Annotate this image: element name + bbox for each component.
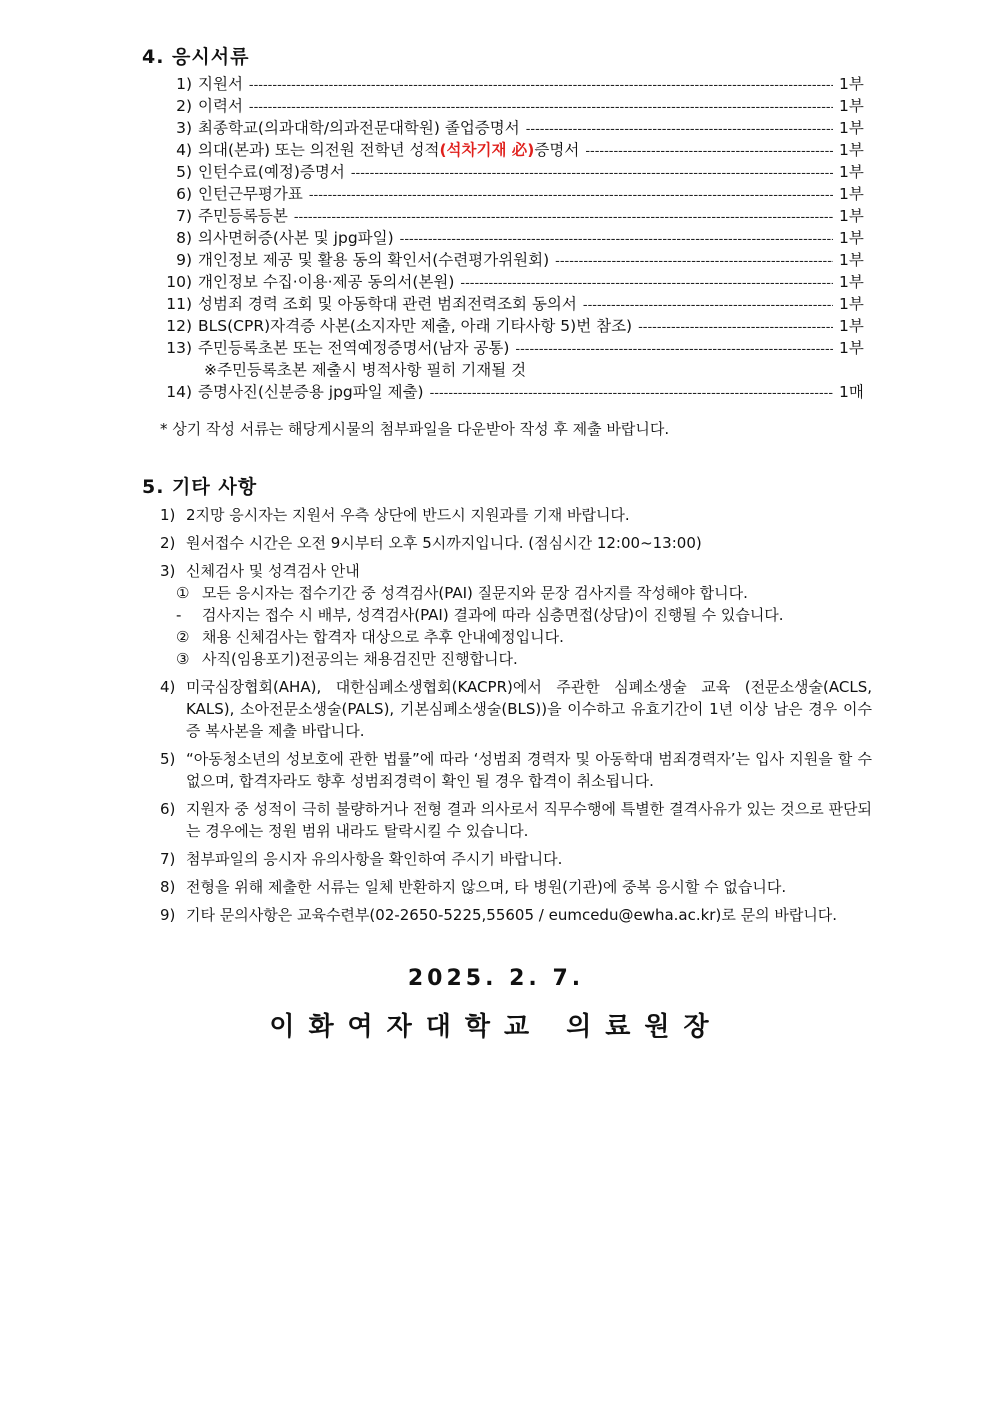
leader-dots [555,254,833,269]
item-text: 원서접수 시간은 오전 9시부터 오후 5시까지입니다. (점심시간 12:00~13:00) [186,534,702,552]
document-number: 11) [166,295,192,313]
document-number: 14) [166,383,192,401]
sub-item-text: 채용 신체검사는 합격자 대상으로 추후 안내예정입니다. [202,628,564,646]
document-row [160,314,865,336]
document-number: 9) [176,251,192,269]
document-label: BLS(CPR)자격증 사본(소지자만 제출, 아래 기타사항 5)번 참조) [198,317,633,335]
sub-item-text: 모든 응시자는 접수기간 중 성격검사(PAI) 질문지와 문장 검사지를 작성해야 합니다. [202,584,748,602]
item-number: 9) [160,906,176,924]
leader-dots [638,320,833,335]
document-number: 6) [176,185,192,203]
document-label [198,138,579,160]
document-row [160,270,865,292]
list-item [160,560,872,582]
item-text: 기타 문의사항은 교육수련부(02-2650-5225,55605 / eumcedu@ewha.ac.kr)로 문의 바랍니다. [186,906,838,924]
issue-date: 2025. 2. 7. [407,966,585,991]
document-number: 8) [176,229,192,247]
document-label: 인턴근무평가표 [198,185,303,203]
list-item [160,848,872,870]
document-row [160,248,865,270]
item-number: 7) [160,850,176,868]
rank-required-highlight: (석차기재 必) [439,141,535,159]
document-number: 1) [176,75,192,93]
document-quantity: 1부 [839,207,864,225]
leader-dots [309,188,833,203]
item-number: 8) [160,878,176,896]
item-text: 미국심장협회(AHA), 대한심폐소생협회(KACPR)에서 주관한 심폐소생술 교육 (전문소생술(ACLS, KALS), 소아전문소생술(PALS), 기본심폐소생술(BLS))을 이수하고 유효기간이 1년 이상 남은 경우 이수증 복사본을 제출 바랍니다. [186,678,872,740]
list-item [160,504,872,526]
item-number: 5) [160,750,176,768]
item-text: 전형을 위해 제출한 서류는 일체 반환하지 않으며, 타 병원(기관)에 중복 응시할 수 없습니다. [186,878,787,896]
document-label: 개인정보 수집·이용·제공 동의서(본원) [198,273,455,291]
section-5-title: 5. 기타 사항 [142,476,258,498]
document-number: 13) [166,339,192,357]
section-4-title: 4. 응시서류 [142,46,250,68]
documents-footnote: * 상기 작성 서류는 해당게시물의 첨부파일을 다운받아 작성 후 제출 바랍니다. [160,420,670,438]
list-item [160,876,872,898]
item-number: 4) [160,678,176,696]
document-quantity: 1부 [839,163,864,181]
document-row [160,182,865,204]
list-item [160,798,872,842]
item-number: 3) [160,562,176,580]
leader-dots [460,276,833,291]
item-number: 1) [160,506,176,524]
sub-item [160,626,872,648]
document-number: 3) [176,119,192,137]
document-label: 의사면허증(사본 및 jpg파일) [198,229,394,247]
document-row [160,138,865,160]
item-text: 신체검사 및 성격검사 안내 [186,562,360,580]
leader-dots [430,386,833,401]
leader-dots [249,78,833,93]
sub-item-text: 사직(임용포기)전공의는 채용검진만 진행합니다. [202,650,518,668]
document-label: 주민등록등본 [198,207,288,225]
item-text: 첨부파일의 응시자 유의사항을 확인하여 주시기 바랍니다. [186,850,563,868]
list-item [160,532,872,554]
document-row [160,292,865,314]
document-row [160,380,865,402]
document-row [160,226,865,248]
document-quantity: 1부 [839,119,864,137]
sub-item-text: 검사지는 접수 시 배부, 성격검사(PAI) 결과에 따라 심층면접(상담)이 진행될 수 있습니다. [202,606,784,624]
document-number: 5) [176,163,192,181]
item-text: 2지망 응시자는 지원서 우측 상단에 반드시 지원과를 기재 바랍니다. [186,506,630,524]
document-row [160,72,865,94]
leader-dots [515,342,833,357]
document-quantity: 1부 [839,141,864,159]
document-label: 지원서 [198,75,243,93]
sub-item-mark: ① [176,584,190,602]
document-label: 이력서 [198,97,243,115]
document-number: 7) [176,207,192,225]
issuer-signature: 이화여자대학교 의료원장 [269,1012,723,1042]
document-label: 증명사진(신분증용 jpg파일 제출) [198,383,424,401]
document-quantity: 1부 [839,75,864,93]
item-text: “아동청소년의 성보호에 관한 법률”에 따라 ‘성범죄 경력자 및 아동학대 범죄경력자’는 입사 지원을 할 수 없으며, 합격자라도 향후 성범죄경력이 확인 될 경우 합격이 취소됩니다. [186,750,872,790]
leader-dots [294,210,833,225]
document-label: 인턴수료(예정)증명서 [198,163,345,181]
document-quantity: 1매 [839,383,864,401]
list-item [160,676,872,742]
document-quantity: 1부 [839,185,864,203]
item-text: 지원자 중 성적이 극히 불량하거나 전형 결과 의사로서 직무수행에 특별한 결격사유가 있는 것으로 판단되는 경우에는 정원 범위 내라도 탈락시킬 수 있습니다. [186,800,872,840]
required-documents-list [160,72,865,402]
sub-item-mark: ② [176,628,190,646]
document-quantity: 1부 [839,317,864,335]
document-number: 4) [176,141,192,159]
leader-dots [249,100,833,115]
document-label: 개인정보 제공 및 활용 동의 확인서(수련평가위원회) [198,251,550,269]
document-label: 성범죄 경력 조회 및 아동학대 관련 범죄전력조회 동의서 [198,295,577,313]
document-label-text: 의대(본과) 또는 의전원 전학년 성적 [198,141,440,159]
sub-item [160,582,872,604]
leader-dots [526,122,833,137]
document-row [160,336,865,358]
item-number: 2) [160,534,176,552]
sub-item [160,604,872,626]
document-row [160,204,865,226]
document-quantity: 1부 [839,295,864,313]
document-13-note: ※주민등록초본 제출시 병적사항 필히 기재될 것 [204,361,527,379]
document-row [160,116,865,138]
document-label-text: 증명서 [534,141,580,159]
leader-dots [351,166,833,181]
document-quantity: 1부 [839,339,864,357]
leader-dots [585,144,833,159]
document-number: 10) [166,273,192,291]
sub-item-mark: - [176,606,182,624]
list-item [160,748,872,792]
leader-dots [583,298,833,313]
document-label: 최종학교(의과대학/의과전문대학원) 졸업증명서 [198,119,520,137]
document-number: 12) [166,317,192,335]
document-row [160,160,865,182]
document-quantity: 1부 [839,97,864,115]
leader-dots [400,232,833,247]
list-item [160,904,872,926]
document-quantity: 1부 [839,229,864,247]
document-quantity: 1부 [839,251,864,269]
sub-item [160,648,872,670]
other-matters-list [160,504,872,926]
document-label: 주민등록초본 또는 전역예정증명서(남자 공통) [198,339,510,357]
document-quantity: 1부 [839,273,864,291]
document-number: 2) [176,97,192,115]
item-number: 6) [160,800,176,818]
document-row [160,94,865,116]
sub-item-mark: ③ [176,650,190,668]
